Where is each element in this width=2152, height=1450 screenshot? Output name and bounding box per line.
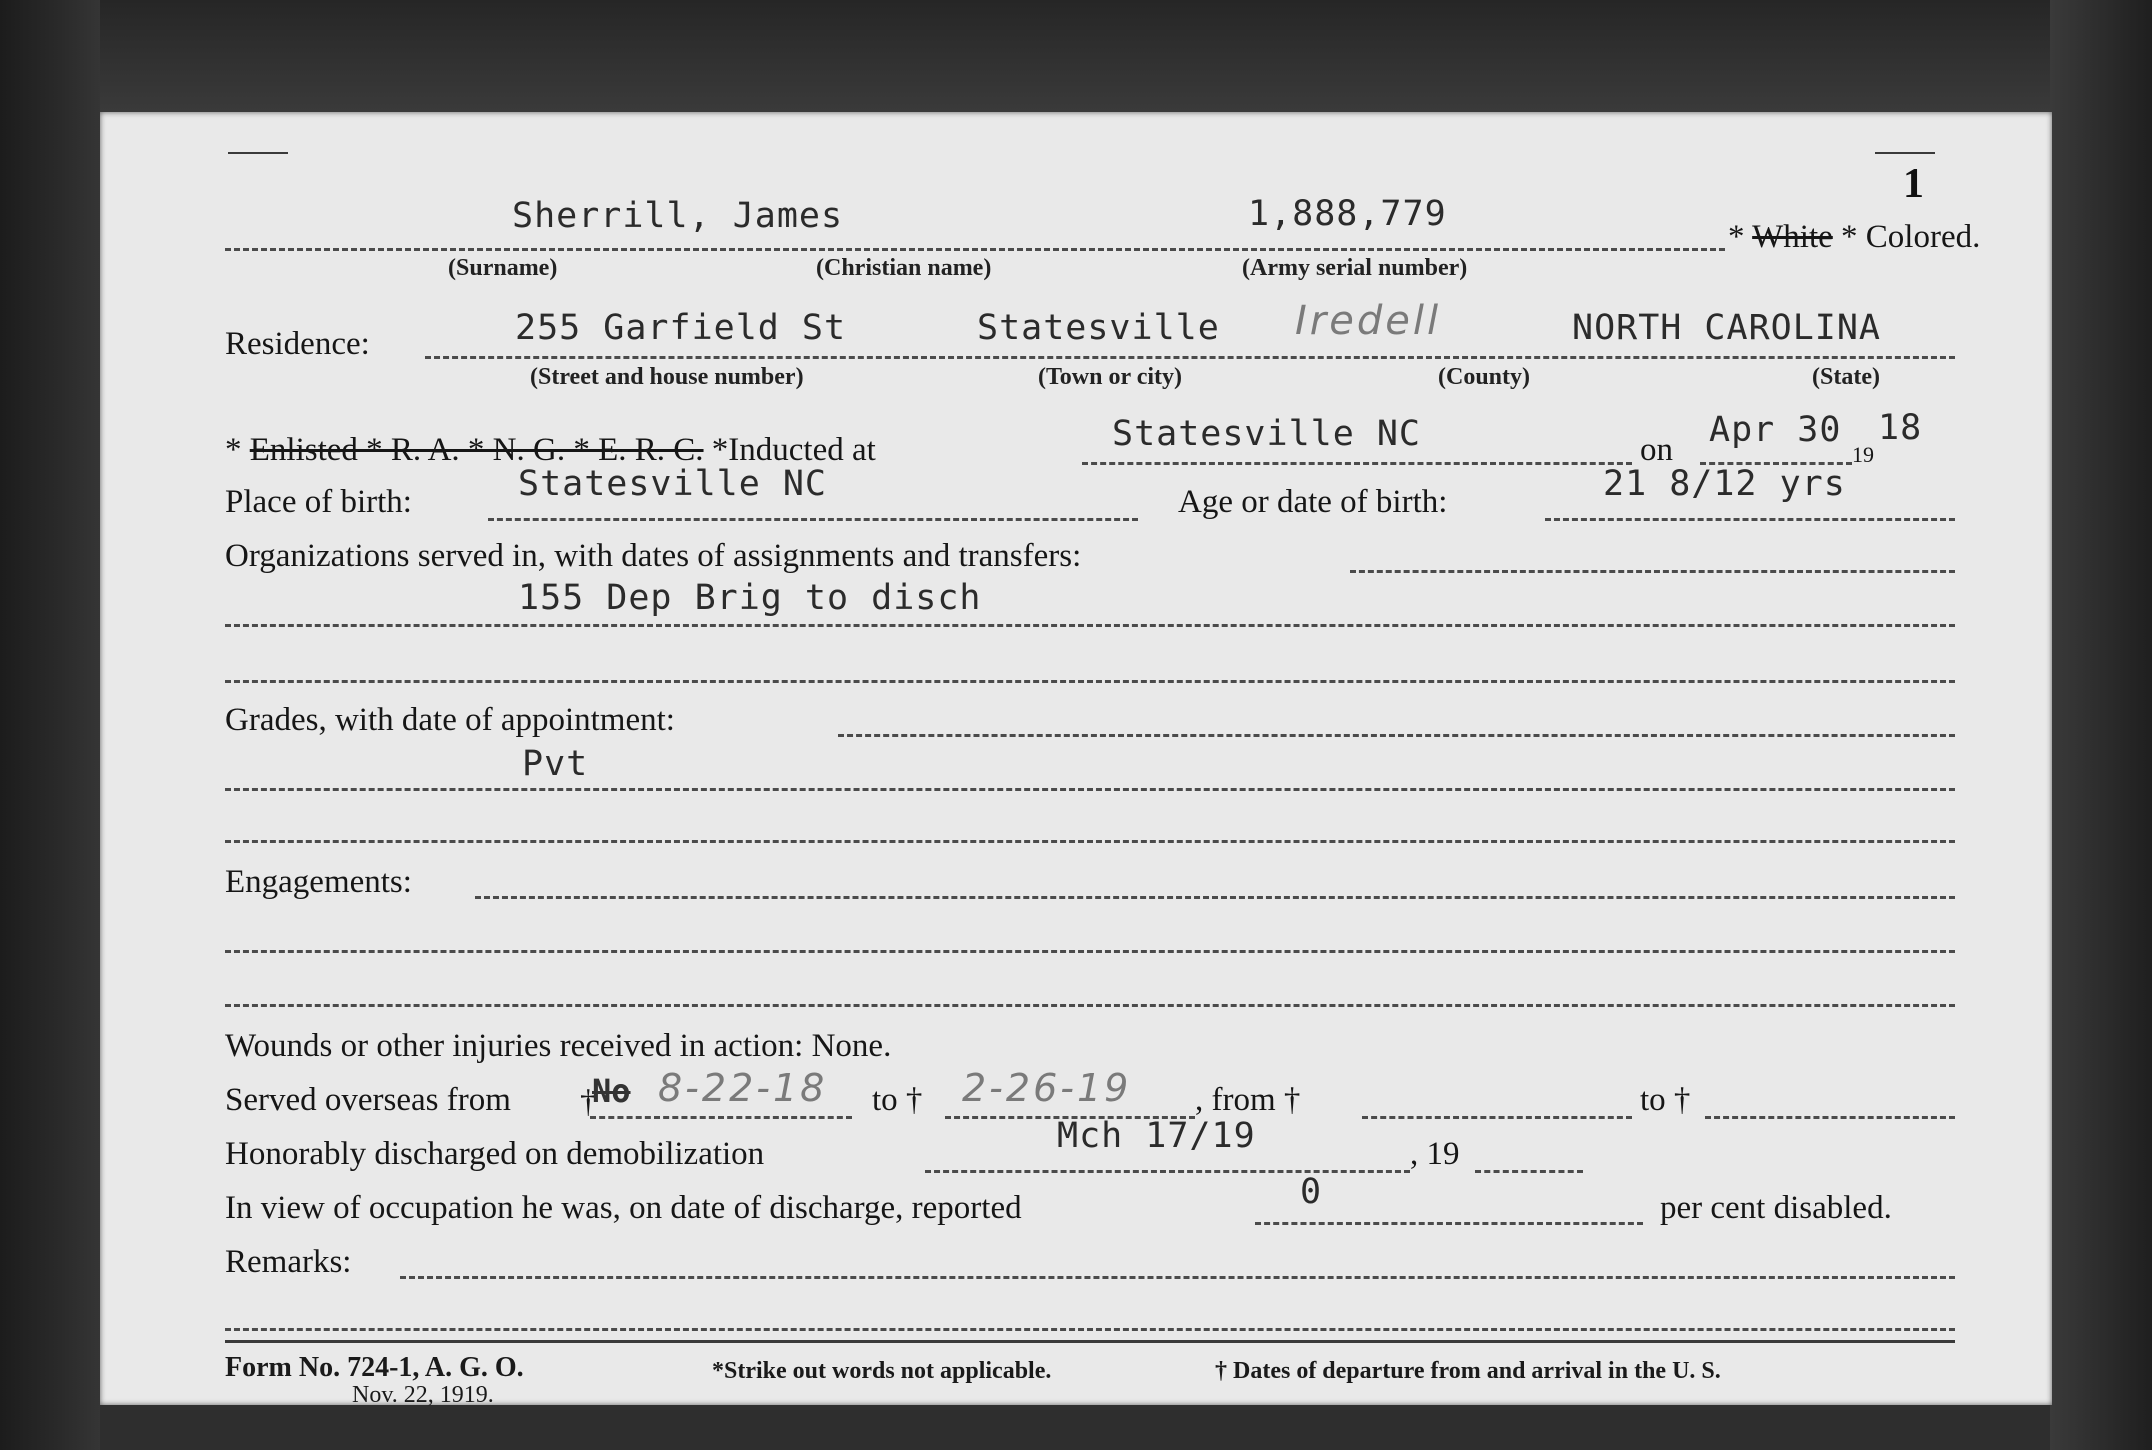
form-number: Form No. 724-1, A. G. O. — [225, 1352, 524, 1383]
race-colored: Colored. — [1865, 219, 1981, 255]
organizations-value: 155 Dep Brig to disch — [518, 578, 982, 618]
engagements-label: Engagements: — [225, 864, 412, 900]
overseas-to2-text: to — [1640, 1082, 1666, 1118]
age-value: 21 8/12 yrs — [1603, 464, 1846, 504]
inducted-label: *Inducted at — [711, 432, 876, 468]
place-of-birth-label: Place of birth: — [225, 484, 412, 520]
street-caption: (Street and house number) — [530, 364, 804, 390]
serial-number-value: 1,888,779 — [1248, 194, 1447, 234]
background-right — [2050, 0, 2152, 1450]
grades-value: Pvt — [522, 744, 589, 784]
discharge-year-label: , 19 — [1410, 1136, 1460, 1172]
inducted-on-label: on — [1640, 432, 1673, 468]
overseas-struck-no: No — [592, 1072, 631, 1110]
wounds-label: Wounds or other injuries received in action: None. — [225, 1028, 892, 1064]
residence-street: 255 Garfield St — [515, 308, 847, 348]
form-date: Nov. 22, 1919. — [352, 1382, 494, 1408]
age-line — [1545, 518, 1955, 521]
grades-line-2 — [225, 788, 1955, 791]
organizations-line-3 — [225, 680, 1955, 683]
overseas-from-date: 8-22-18 — [658, 1066, 828, 1110]
race-white-struck: White — [1752, 219, 1833, 255]
disability-label: In view of occupation he was, on date of discharge, reported — [225, 1190, 1022, 1226]
grades-line-1 — [838, 734, 1955, 737]
discharge-date: Mch 17/19 — [1057, 1116, 1256, 1156]
inducted-date: Apr 30 — [1709, 410, 1842, 450]
surname-value: Sherrill, James — [512, 196, 844, 236]
disability-line — [1255, 1222, 1643, 1225]
place-of-birth-value: Statesville NC — [518, 464, 828, 504]
overseas-dagger-1: † — [580, 1084, 597, 1120]
overseas-from2-text: , from — [1195, 1082, 1276, 1118]
enlistment-struck: Enlisted * R. A. * N. G. * E. R. C. — [249, 432, 704, 468]
overseas-to-date: 2-26-19 — [962, 1066, 1132, 1110]
serial-caption: (Army serial number) — [1242, 255, 1468, 281]
inducted-line — [1082, 462, 1632, 465]
race-options: * White * Colored. — [1728, 219, 1981, 255]
disability-suffix: per cent disabled. — [1660, 1190, 1892, 1226]
discharge-year-line — [1475, 1170, 1583, 1173]
remarks-line-1 — [400, 1276, 1955, 1279]
overseas-from2-label: , from † — [1195, 1082, 1301, 1118]
inducted-year-prefix: 19 — [1852, 442, 1874, 467]
overseas-label: Served overseas from — [225, 1082, 511, 1118]
engagements-line-1 — [475, 896, 1955, 899]
disability-value: 0 — [1300, 1172, 1323, 1212]
background-top — [100, 0, 2050, 112]
residence-state: NORTH CAROLINA — [1572, 308, 1882, 348]
overseas-from2-line — [1362, 1116, 1632, 1119]
service-record-card — [100, 112, 2052, 1408]
name-line — [225, 248, 1725, 251]
residence-line — [425, 356, 1955, 359]
remarks-line-2 — [225, 1328, 1955, 1331]
residence-county: Iredell — [1295, 298, 1442, 344]
age-label: Age or date of birth: — [1178, 484, 1448, 520]
overseas-to-label: to † — [872, 1082, 923, 1118]
organizations-label: Organizations served in, with dates of assignments and transfers: — [225, 538, 1082, 574]
discharge-line — [925, 1170, 1410, 1173]
footnote-strike-out: *Strike out words not applicable. — [712, 1358, 1052, 1384]
organizations-line-1 — [1350, 570, 1955, 573]
background-left — [0, 0, 100, 1450]
engagements-line-3 — [225, 1004, 1955, 1007]
county-caption: (County) — [1438, 364, 1531, 390]
state-caption: (State) — [1812, 364, 1880, 390]
overseas-from-line — [590, 1116, 852, 1119]
place-of-birth-line — [488, 518, 1138, 521]
discharge-label: Honorably discharged on demobilization — [225, 1136, 765, 1172]
corner-rule-left — [228, 152, 288, 154]
grades-line-3 — [225, 840, 1955, 843]
grades-label: Grades, with date of appointment: — [225, 702, 675, 738]
residence-label: Residence: — [225, 326, 370, 362]
organizations-line-2 — [225, 624, 1955, 627]
corner-rule-right — [1875, 152, 1935, 154]
overseas-to2-label: to † — [1640, 1082, 1691, 1118]
overseas-to2-line — [1705, 1116, 1955, 1119]
inducted-year: 18 — [1878, 408, 1923, 448]
overseas-to-text: to — [872, 1082, 898, 1118]
remarks-label: Remarks: — [225, 1244, 352, 1280]
town-caption: (Town or city) — [1038, 364, 1182, 390]
footer-rule — [225, 1340, 1955, 1343]
card-number: 1 — [1903, 161, 1924, 207]
enlistment-options: * Enlisted * R. A. * N. G. * E. R. C. *Inducted at — [225, 432, 876, 468]
footnote-dates: † Dates of departure from and arrival in the U. S. — [1215, 1358, 1721, 1384]
surname-caption: (Surname) — [448, 255, 558, 281]
inducted-at-value: Statesville NC — [1112, 414, 1422, 454]
residence-town: Statesville — [977, 308, 1220, 348]
christian-name-caption: (Christian name) — [816, 255, 992, 281]
engagements-line-2 — [225, 950, 1955, 953]
